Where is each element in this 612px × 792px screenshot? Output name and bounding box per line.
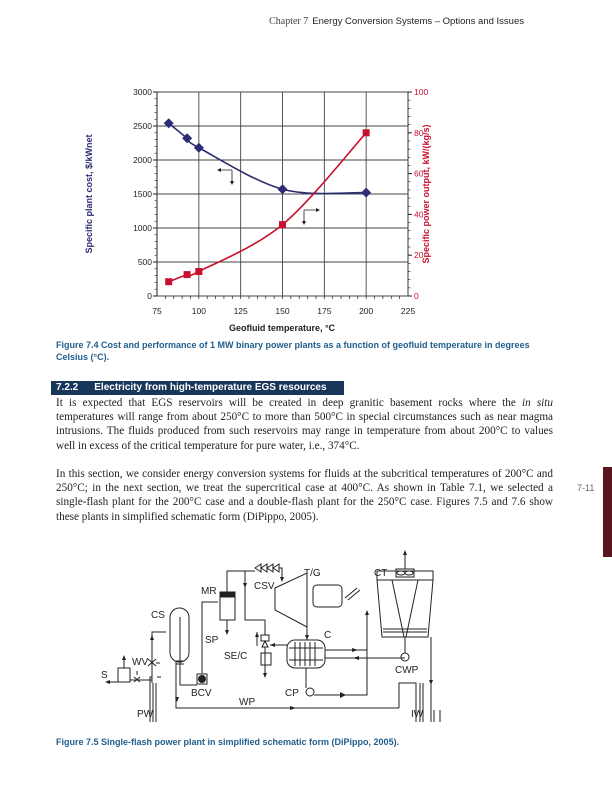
label-WV: WV — [132, 657, 149, 668]
page-number: 7-11 — [577, 483, 595, 493]
label-CSV: CSV — [254, 581, 275, 592]
series-line-power — [169, 133, 366, 282]
x-tick-label: 175 — [317, 306, 332, 316]
y2-tick-label: 20 — [414, 250, 424, 261]
power-data-point — [363, 129, 370, 136]
label-CT: CT — [374, 568, 388, 579]
section-heading — [51, 381, 344, 395]
y-tick-label: 2000 — [133, 155, 152, 165]
y-tick-label: 2500 — [133, 121, 152, 131]
y-tick-label: 0 — [147, 291, 152, 301]
power-data-point — [184, 271, 191, 278]
label-CWP: CWP — [395, 665, 419, 676]
annotation-arrows — [217, 168, 320, 225]
label-CS: CS — [151, 610, 165, 621]
y-tick-label: 3000 — [133, 87, 152, 97]
label-MR: MR — [201, 586, 217, 597]
y-tick-label: 1000 — [133, 223, 152, 233]
figure-7-4-caption: Figure 7.4 Cost and performance of 1 MW binary power plants as a function of geofluid temperature in degrees Celsius (°C). — [56, 340, 530, 362]
x-tick-label: 125 — [233, 306, 248, 316]
power-data-point — [165, 278, 172, 285]
chart-ticks — [133, 87, 428, 316]
figure-7-5-caption: Figure 7.5 Single-flash power plant in simplified schematic form (DiPippo, 2005). — [56, 737, 400, 747]
chart-markers — [164, 118, 371, 285]
cost-data-point — [361, 188, 371, 198]
x-tick-label: 75 — [152, 306, 162, 316]
y-axis-label: Specific plant cost, $/kWnet — [84, 134, 94, 254]
y2-tick-label: 60 — [414, 168, 424, 179]
label-SP: SP — [205, 635, 219, 646]
label-WP: WP — [239, 697, 256, 708]
paragraph-2: In this section, we consider energy conversion systems for fluids at the subcritical temperatures of 200°C and 250°C; in the next section, we treat the supercritical case at 400°C. As shown in Table 7.1, we selected a single-flash plant for the 200°C case and a double-flash plant for the 250°C case. Figures 7.5 and 7.6 show these plants in simplified schematic form (DiPippo, 2005). — [56, 468, 553, 523]
cost-data-point — [278, 184, 288, 194]
label-S: S — [101, 670, 108, 681]
paragraph-1 — [56, 396, 553, 453]
x-tick-label: 225 — [400, 306, 416, 316]
paragraph-1-emphasis: in situ — [521, 397, 553, 409]
figure-7-5-schematic — [0, 540, 612, 730]
paragraph-1-text-b: temperatures will range from about 250°C to more than 500°C in special circumstances such as near magma intrusions. The fluids produced from such reservoirs may range in temperature from about 200°C to values well in excess of the critical temperature for pure water, i.e., 374°C. — [56, 411, 553, 452]
series-line-cost — [169, 123, 366, 193]
chapter-label: Chapter 7 — [269, 16, 309, 27]
label-IW: IW — [411, 709, 424, 720]
label-TG: T/G — [304, 568, 321, 579]
section-title: Electricity from high-temperature EGS resources — [94, 382, 327, 393]
y2-tick-label: 100 — [414, 87, 429, 97]
x-axis-label: Geofluid temperature, °C — [228, 323, 336, 333]
x-tick-label: 200 — [359, 306, 374, 316]
x-tick-label: 150 — [275, 306, 290, 316]
label-BCV: BCV — [191, 688, 212, 699]
label-CP: CP — [285, 688, 299, 699]
figure-7-4-chart — [0, 0, 612, 335]
x-tick-label: 100 — [191, 306, 206, 316]
paragraph-1-text-a: It is expected that EGS reservoirs will be created in deep granitic basement rocks where the — [56, 397, 522, 409]
power-data-point — [195, 268, 202, 275]
chapter-title: Energy Conversion Systems – Options and Issues — [312, 16, 524, 27]
label-C: C — [324, 630, 332, 641]
y-tick-label: 1500 — [133, 189, 152, 199]
y2-tick-label: 0 — [414, 291, 419, 301]
y-tick-label: 500 — [137, 257, 152, 267]
label-PW: PW — [137, 709, 154, 720]
section-number: 7.2.2 — [56, 382, 79, 393]
y2-tick-label: 80 — [414, 127, 424, 138]
power-data-point — [279, 221, 286, 228]
y2-axis-label: Specific power output, kW/(kg/s) — [421, 124, 431, 264]
cost-data-point — [194, 143, 204, 153]
label-SEC: SE/C — [224, 651, 248, 662]
y2-tick-label: 40 — [414, 209, 424, 220]
